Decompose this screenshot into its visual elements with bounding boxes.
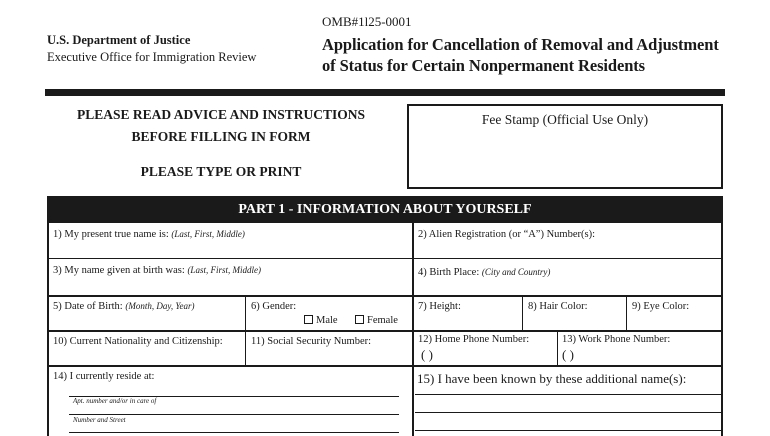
height-field[interactable]: [418, 301, 461, 312]
nationality-label: 10) Current Nationality and Citizenship:: [53, 336, 223, 347]
gender-female-option[interactable]: [355, 315, 398, 326]
birth-name-label: 3) My name given at birth was:: [53, 265, 185, 276]
additional-names-line[interactable]: [415, 394, 721, 395]
agency-header: [47, 32, 256, 66]
department-name: U.S. Department of Justice: [47, 33, 191, 47]
fee-stamp-box: [407, 104, 723, 189]
birth-place-label: 4) Birth Place:: [418, 267, 480, 278]
residence-apt-hint: Apt. number and/or in care of: [73, 397, 157, 405]
column-divider: [626, 295, 627, 330]
home-phone-area-code: ( ): [421, 347, 433, 362]
residence-label: 14) I currently reside at:: [53, 371, 155, 382]
date-of-birth-label: 5) Date of Birth:: [53, 301, 123, 312]
hair-color-field[interactable]: [528, 301, 588, 312]
form-title-line-2: of Status for Certain Nonpermanent Residents: [322, 56, 645, 75]
home-phone-field[interactable]: [418, 334, 529, 345]
row-divider: [49, 365, 721, 367]
present-name-label: 1) My present true name is:: [53, 229, 169, 240]
fee-stamp-label: Fee Stamp (Official Use Only): [481, 112, 649, 127]
residence-city-line[interactable]: [69, 432, 399, 433]
birth-place-field[interactable]: [418, 267, 550, 278]
column-divider: [557, 330, 558, 365]
office-name: Executive Office for Immigration Review: [47, 50, 257, 64]
present-name-hint: (Last, First, Middle): [171, 229, 245, 239]
alien-registration-label: 2) Alien Registration (or “A”) Number(s):: [418, 229, 595, 240]
male-checkbox[interactable]: [304, 315, 313, 324]
height-label: 7) Height:: [418, 301, 461, 312]
eye-color-field[interactable]: [632, 301, 689, 312]
form-title: [322, 34, 719, 76]
omb-number: OMB#1l25-0001: [322, 14, 412, 29]
female-label: Female: [367, 315, 398, 326]
female-checkbox[interactable]: [355, 315, 364, 324]
row-divider: [49, 258, 721, 259]
birth-name-hint: (Last, First, Middle): [187, 265, 261, 275]
male-label: Male: [316, 315, 338, 326]
column-divider: [412, 223, 414, 436]
home-phone-label: 12) Home Phone Number:: [418, 334, 530, 345]
part1-form: [47, 196, 723, 436]
additional-names-line[interactable]: [415, 430, 721, 431]
instructions-line-1: PLEASE READ ADVICE AND INSTRUCTIONS: [76, 107, 366, 122]
additional-names-line[interactable]: [415, 412, 721, 413]
type-or-print-notice: PLEASE TYPE OR PRINT: [140, 164, 302, 179]
column-divider: [245, 295, 246, 365]
form-title-line-1: Application for Cancellation of Removal and Adjustment: [322, 35, 719, 54]
row-divider: [49, 295, 721, 297]
eye-color-label: 9) Eye Color:: [632, 301, 690, 312]
instructions-notice: [45, 104, 397, 148]
work-phone-field[interactable]: [562, 334, 670, 345]
ssn-field[interactable]: [251, 336, 371, 347]
date-of-birth-hint: (Month, Day, Year): [125, 301, 195, 311]
column-divider: [522, 295, 523, 330]
nationality-field[interactable]: [53, 336, 223, 347]
residence-street-line[interactable]: [69, 414, 399, 415]
residence-street-hint: Number and Street: [73, 416, 126, 424]
hair-color-label: 8) Hair Color:: [528, 301, 588, 312]
additional-names-label: 15) I have been known by these additional name(s):: [417, 371, 687, 386]
work-phone-label: 13) Work Phone Number:: [562, 334, 671, 345]
work-phone-area-code: ( ): [562, 347, 574, 362]
alien-registration-field[interactable]: [418, 229, 595, 240]
header-divider: [45, 89, 725, 96]
instructions-line-2: BEFORE FILLING IN FORM: [131, 129, 311, 144]
present-name-field[interactable]: [53, 229, 245, 240]
gender-label: 6) Gender:: [251, 301, 297, 312]
gender-male-option[interactable]: [304, 315, 338, 326]
date-of-birth-field[interactable]: [53, 301, 195, 312]
birth-place-hint: (City and Country): [481, 267, 551, 277]
ssn-label: 11) Social Security Number:: [251, 336, 372, 347]
birth-name-field[interactable]: [53, 265, 261, 276]
part1-heading: PART 1 - INFORMATION ABOUT YOURSELF: [47, 196, 723, 223]
row-divider: [49, 330, 721, 332]
